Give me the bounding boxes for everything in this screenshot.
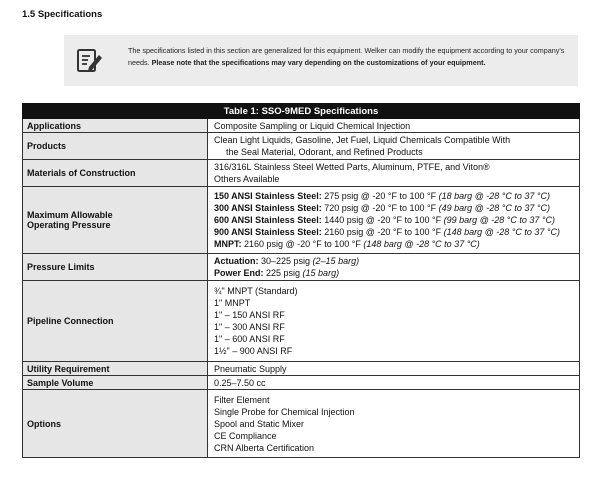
- value-line: the Seal Material, Odorant, and Refined Products: [226, 147, 423, 157]
- value-line: 1" – 150 ANSI RF: [214, 310, 285, 320]
- row-value: [208, 390, 580, 458]
- row-value: [208, 281, 580, 362]
- value-line: ¾" MNPT (Standard): [214, 286, 298, 296]
- value-line: [214, 214, 575, 226]
- value-text: 275 psig @ -20 °F to 100 °F: [321, 191, 439, 201]
- table-row: [23, 390, 580, 458]
- value-text: 1440 psig @ -20 °F to 100 °F: [321, 215, 444, 225]
- value-text: 225 psig: [263, 268, 303, 278]
- value-line: Clean Light Liquids, Gasoline, Jet Fuel, Liquid Chemicals Compatible With: [214, 135, 511, 145]
- label-line: Maximum Allowable: [27, 210, 113, 220]
- value-line: 1" MNPT: [214, 298, 251, 308]
- value-metric: (2–15 barg): [312, 256, 360, 266]
- row-label: Materials of Construction: [23, 160, 208, 187]
- value-line: [214, 238, 575, 250]
- value-name: 300 ANSI Stainless Steel:: [214, 203, 322, 213]
- row-value: [208, 254, 580, 281]
- value-text: 720 psig @ -20 °F to 100 °F: [321, 203, 439, 213]
- row-label: Products: [23, 133, 208, 160]
- value-line: 1" – 300 ANSI RF: [214, 322, 285, 332]
- table-row: [23, 187, 580, 254]
- note-text-plain: The specifications listed in this section are generalized for this equipment. Welker can modify the equipment according to your company's needs.: [128, 46, 565, 67]
- table-title: Table 1: SSO-9MED Specifications: [23, 104, 580, 119]
- row-label: Utility Requirement: [23, 362, 208, 376]
- value-metric: (148 barg @ -28 °C to 37 °C): [443, 227, 561, 237]
- value-line: Others Available: [214, 174, 280, 184]
- row-value: Composite Sampling or Liquid Chemical Injection: [208, 119, 580, 133]
- row-value: 0.25–7.50 cc: [208, 376, 580, 390]
- label-line: Operating Pressure: [27, 220, 111, 230]
- value-line: 1½" – 900 ANSI RF: [214, 346, 293, 356]
- note-text: [128, 45, 574, 68]
- value-line: 1" – 600 ANSI RF: [214, 334, 285, 344]
- section-title: 1.5 Specifications: [22, 9, 103, 20]
- value-text: 2160 psig @ -20 °F to 100 °F: [241, 239, 364, 249]
- value-name: MNPT:: [214, 239, 242, 249]
- value-line: [214, 267, 575, 279]
- table-row: [23, 133, 580, 160]
- value-metric: (15 barg): [302, 268, 340, 278]
- value-name: 150 ANSI Stainless Steel:: [214, 191, 322, 201]
- specifications-table: [22, 103, 580, 458]
- table-row: [23, 254, 580, 281]
- value-metric: (99 barg @ -28 °C to 37 °C): [443, 215, 556, 225]
- row-label: Pressure Limits: [23, 254, 208, 281]
- row-label: Applications: [23, 119, 208, 133]
- value-line: Filter Element: [214, 394, 270, 405]
- value-line: [214, 202, 575, 214]
- value-line: CRN Alberta Certification: [214, 442, 315, 453]
- row-label: Options: [23, 390, 208, 458]
- row-value: [208, 133, 580, 160]
- value-text: 30–225 psig: [258, 256, 313, 266]
- table-row: [23, 376, 580, 390]
- row-value: [208, 160, 580, 187]
- table-row: [23, 160, 580, 187]
- value-line: [214, 255, 575, 267]
- row-label: Sample Volume: [23, 376, 208, 390]
- row-value: [208, 187, 580, 254]
- value-metric: (49 barg @ -28 °C to 37 °C): [438, 203, 550, 213]
- value-metric: (148 barg @ -28 °C to 37 °C): [363, 239, 480, 249]
- value-name: 600 ANSI Stainless Steel:: [214, 215, 322, 225]
- value-line: CE Compliance: [214, 430, 277, 441]
- row-label: [23, 187, 208, 254]
- value-line: Single Probe for Chemical Injection: [214, 406, 355, 417]
- value-line: Spool and Static Mixer: [214, 418, 305, 429]
- row-value: Pneumatic Supply: [208, 362, 580, 376]
- value-metric: (18 barg @ -28 °C to 37 °C): [438, 191, 550, 201]
- value-line: [214, 226, 575, 238]
- table-row: [23, 281, 580, 362]
- value-line: [214, 190, 575, 202]
- value-text: 2160 psig @ -20 °F to 100 °F: [321, 227, 444, 237]
- value-name: Actuation:: [214, 256, 259, 266]
- table-row: [23, 362, 580, 376]
- note-text-bold: Please note that the specifications may vary depending on the customizations of your equipment.: [151, 57, 486, 67]
- note-box: [64, 35, 578, 86]
- row-label: Pipeline Connection: [23, 281, 208, 362]
- value-name: Power End:: [214, 268, 264, 278]
- value-line: 316/316L Stainless Steel Wetted Parts, Aluminum, PTFE, and Viton®: [214, 162, 490, 172]
- table-row: [23, 119, 580, 133]
- value-name: 900 ANSI Stainless Steel:: [214, 227, 322, 237]
- edit-note-icon: [75, 46, 103, 74]
